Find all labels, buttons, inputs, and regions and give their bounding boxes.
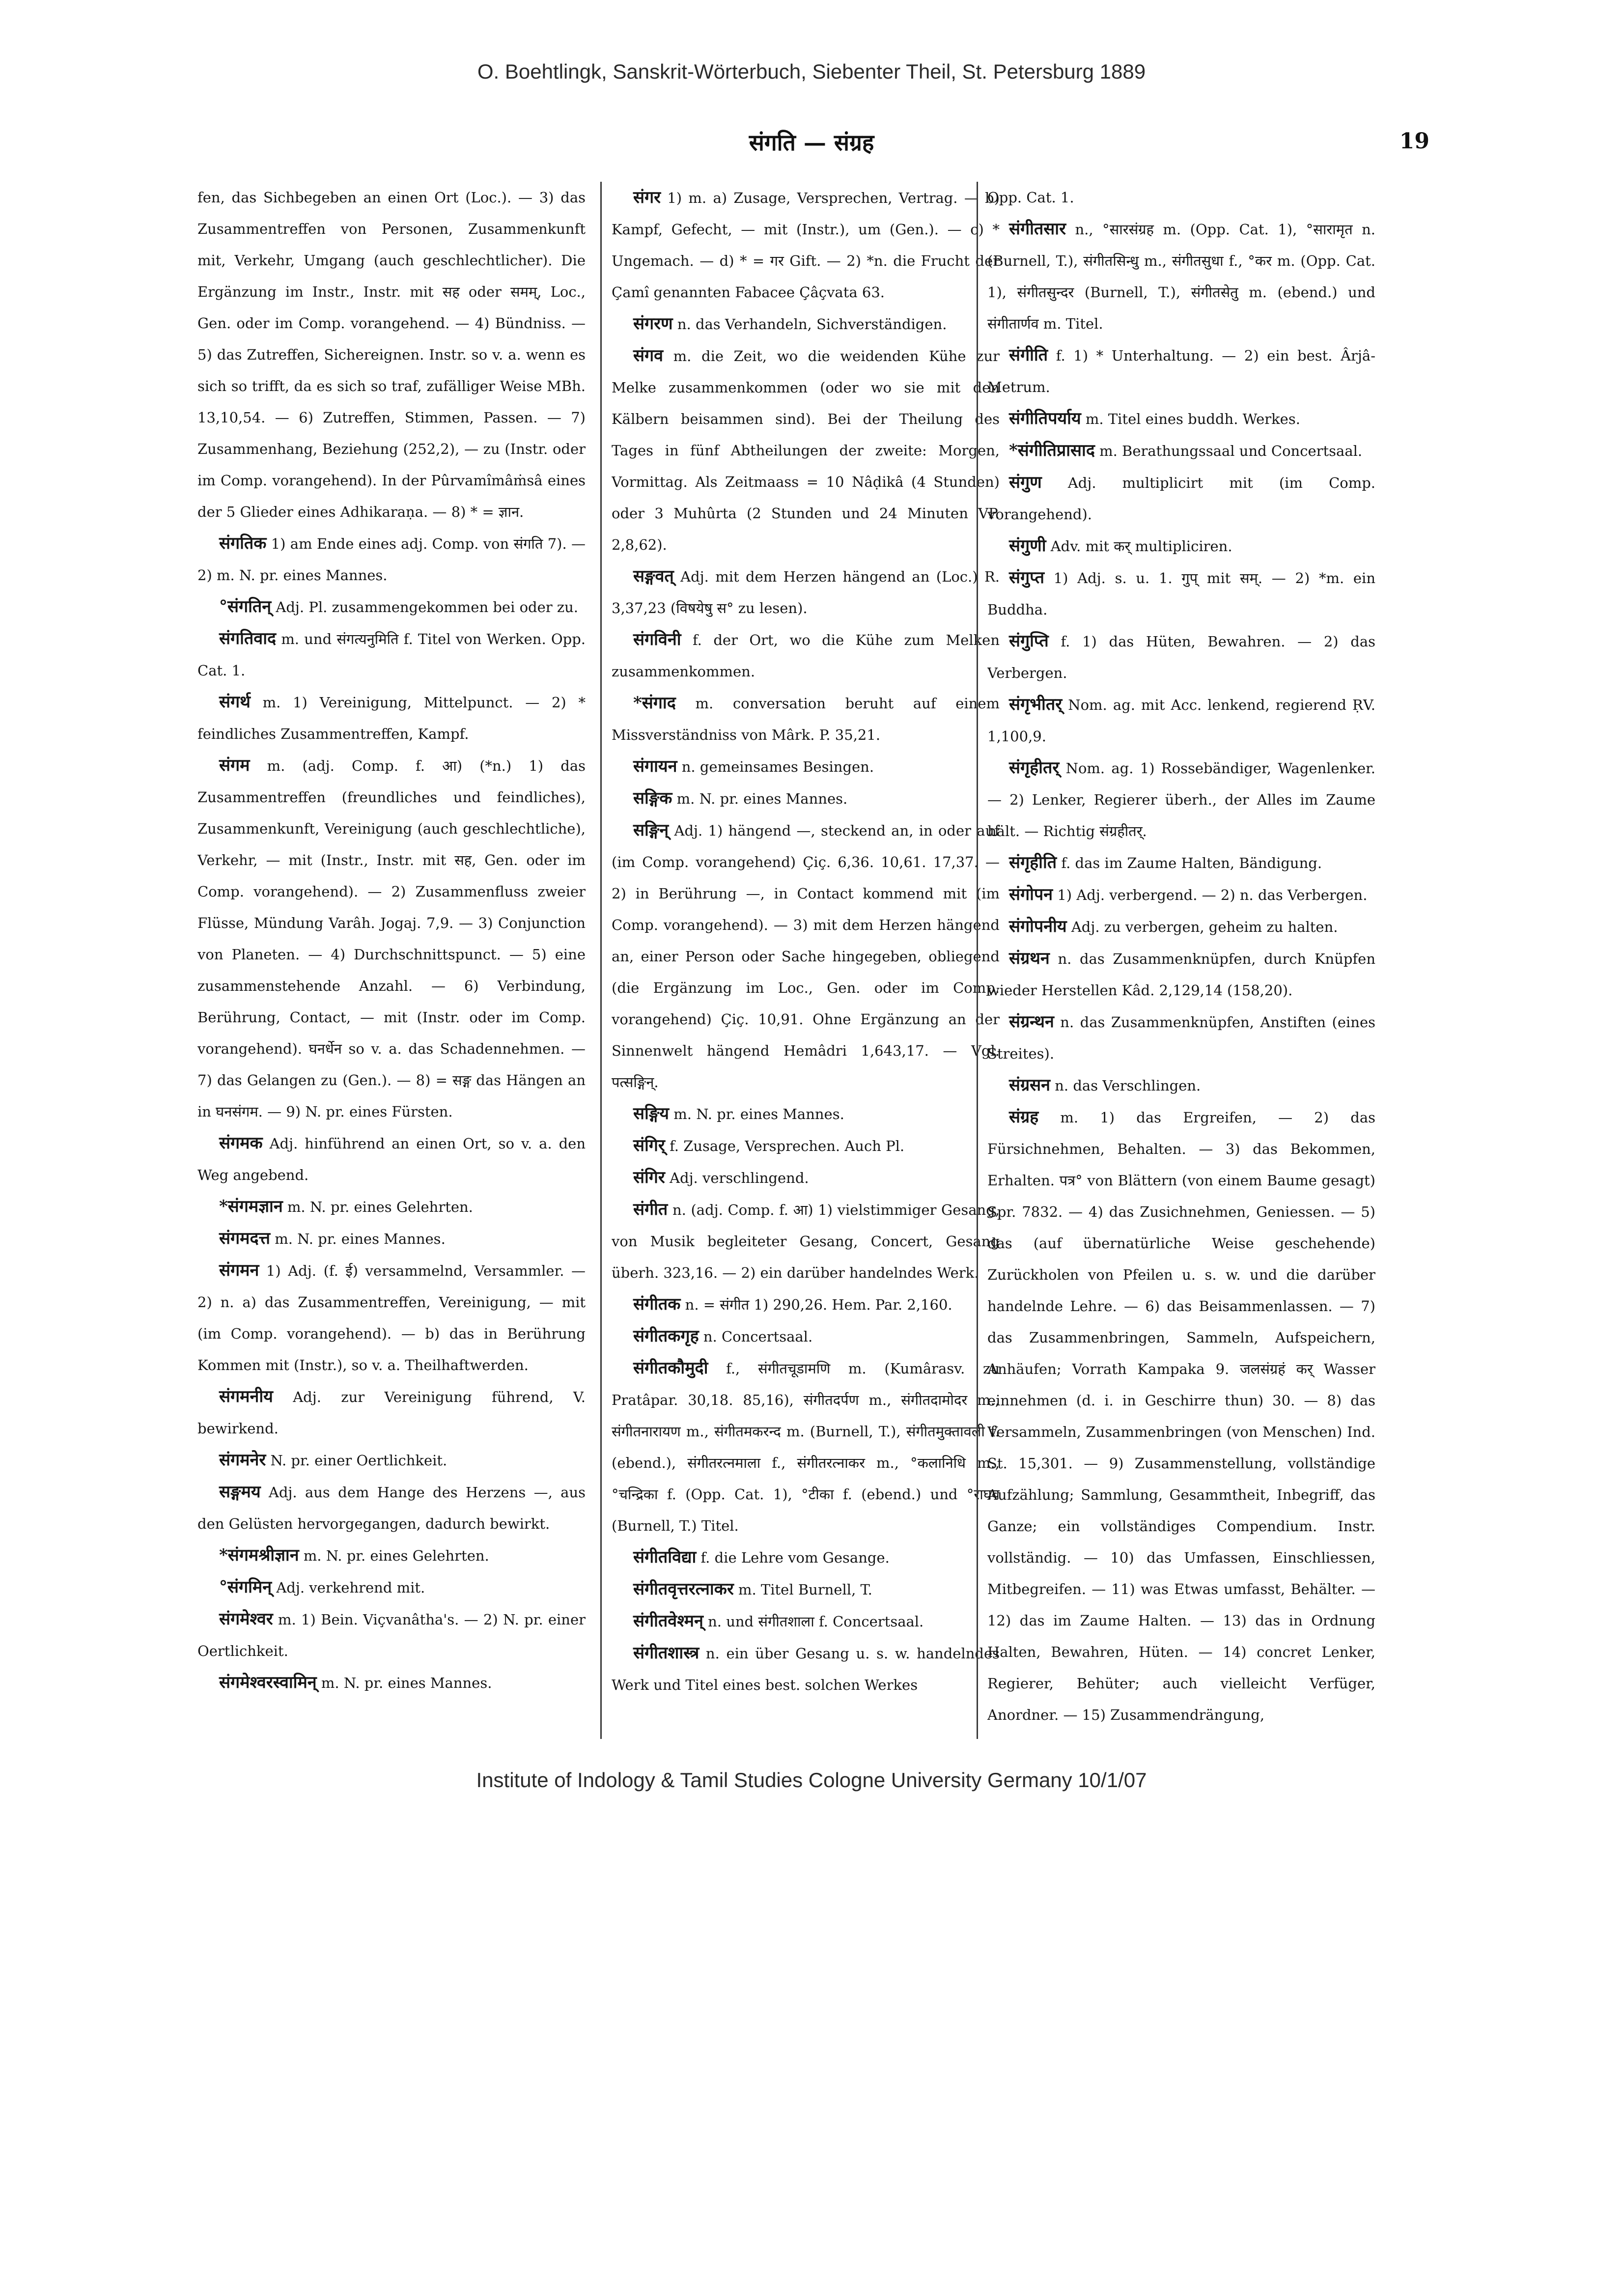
entry-headword: संगीतवृत्तरत्नाकर	[633, 1579, 734, 1599]
entry-headword: संगिर	[633, 1168, 665, 1187]
dictionary-entry	[987, 403, 1375, 435]
bottom-credit-line: Institute of Indology & Tamil Studies Cologne University Germany 10/1/07	[476, 1768, 1147, 1792]
entry-definition: n. und संगीतशाला f. Concertsaal.	[708, 1613, 924, 1630]
dictionary-entry	[987, 689, 1375, 752]
dictionary-entry	[612, 1352, 1000, 1541]
dictionary-entry	[612, 751, 1000, 783]
dictionary-entry	[612, 1605, 1000, 1637]
entry-headword: संगीतविद्या	[633, 1547, 697, 1567]
entry-headword: संगतिक	[219, 533, 267, 553]
entry-headword: संगुण	[1009, 473, 1042, 492]
dictionary-entry	[612, 1194, 1000, 1288]
entry-headword: संगृभीतर्	[1009, 695, 1063, 714]
dictionary-entry	[612, 1288, 1000, 1320]
entry-definition: n. ein über Gesang u. s. w. handelndes Werk und Titel eines best. solchen Werkes	[612, 1645, 1000, 1693]
dictionary-entry	[612, 560, 1000, 624]
dictionary-column-3	[987, 182, 1375, 1739]
entry-definition: f. 1) * Unterhaltung. — 2) ein best. Ârjâ-Metrum.	[987, 347, 1375, 395]
entry-definition: fen, das Sichbegeben an einen Ort (Loc.). — 3) das Zusammentreffen von Personen, Zusammenkunft mit, Verkehr, Umgang (auch geschlechtlicher). Die Ergänzung im Instr., Instr. mit सह oder समम्, Loc., Gen. oder im Comp. vorangehend. — 4) Bündniss. — 5) das Zutreffen, Sichereignen. Instr. so v. a. wenn es sich so trifft, da es sich so traf, zufälliger Weise MBh. 13,10,54. — 6) Zutreffen, Stimmen, Passen. — 7) Zusammenhang, Beziehung (252,2), — zu (Instr. oder im Comp. vorangehend). In der Pûrvamîmâṁsâ eines der 5 Glieder eines Adhikaraṇa. — 8) * = ज्ञान.	[197, 189, 586, 520]
entry-definition: Adj. Pl. zusammengekommen bei oder zu.	[276, 599, 579, 616]
dictionary-entry	[612, 340, 1000, 560]
entry-headword: सङ्गमय	[219, 1482, 261, 1502]
dictionary-entry	[197, 1571, 586, 1603]
entry-definition: Opp. Cat. 1.	[987, 189, 1074, 206]
entry-definition: m. 1) das Ergreifen, — 2) das Fürsichnehmen, Behalten. — 3) das Bekommen, Erhalten. पत्र° von Blättern (von einem Baume gesagt) Spr. 7832. — 4) das Zusichnehmen, Geniessen. — 5) das (auf übernatürliche Weise geschehende) Zurückholen von Pfeilen u. s. w. und die darüber handelnde Lehre. — 6) das Beisammenlassen. — 7) das Zusammenbringen, Sammeln, Aufspeichern, Anhäufen; Vorrath Kampaka 9. जलसंग्रहं कर् Wasser einnehmen (d. i. in Geschirre thun) 30. — 8) das Versammeln, Zusammenbringen (von Menschen) Ind. St. 15,301. — 9) Zusammenstellung, vollständige Aufzählung; Sammlung, Gesammtheit, Inbegriff, das Ganze; ein vollständiges Compendium. Instr. vollständig. — 10) das Umfassen, Einschliessen, Mitbegreifen. — 11) was Etwas umfasst, Behälter. — 12) das im Zaume Halten. — 13) das in Ordnung Halten, Bewahren, Hüten. — 14) concret Lenker, Regierer, Behüter; auch vielleicht Verfüger, Anordner. — 15) Zusammendrängung,	[987, 1109, 1375, 1723]
entry-headword: संगोपन	[1009, 885, 1053, 904]
entry-headword: संगुणी	[1009, 536, 1046, 556]
dictionary-entry	[197, 750, 586, 1127]
entry-definition: m. N. pr. eines Gelehrten.	[303, 1547, 489, 1564]
entry-headword: संगीतकगृह	[633, 1326, 699, 1346]
entry-definition: m. N. pr. eines Mannes.	[676, 790, 848, 807]
entry-definition: f. die Lehre vom Gesange.	[700, 1549, 890, 1566]
running-head: संगति — संग्रह	[749, 129, 874, 156]
dictionary-entry	[197, 686, 586, 750]
entry-definition: m. N. pr. eines Mannes.	[275, 1231, 446, 1247]
dictionary-entry	[612, 1130, 1000, 1162]
entry-definition: Adj. 1) hängend —, steckend an, in oder auf (im Comp. vorangehend) Çiç. 6,36. 10,61. 17,37. — 2) in Berührung —, in Contact kommend mit (im Comp. vorangehend). — 3) mit dem Herzen hängend an, einer Person oder Sache hingegeben, obliegend (die Ergänzung im Loc., Gen. oder im Comp. vorangehend) Çiç. 10,91. Ohne Ergänzung an der Sinnenwelt hängend Hemâdri 1,643,17. — Vgl. पत्सङ्गिन्.	[612, 822, 1000, 1091]
entry-definition: m. Titel eines buddh. Werkes.	[1085, 411, 1300, 427]
entry-definition: Adj. zur Vereinigung führend, V. bewirkend.	[197, 1389, 586, 1437]
entry-headword: संग्रन्थन	[1009, 1012, 1054, 1032]
entry-headword: संगीतवेश्मन्	[633, 1611, 703, 1631]
entry-headword: *संगाद	[633, 693, 676, 713]
column-divider	[600, 182, 602, 1739]
dictionary-column-1	[197, 182, 586, 1739]
entry-definition: f. Zusage, Versprechen. Auch Pl.	[670, 1138, 905, 1154]
entry-definition: 1) Adj. (f. ई) versammelnd, Versammler. — 2) n. a) das Zusammentreffen, Vereinigung, — mit (im Comp. vorangehend). — b) das in Berührung Kommen mit (Instr.), so v. a. Theilhaftwerden.	[197, 1262, 586, 1373]
entry-definition: 1) Adj. s. u. 1. गुप् mit सम्. — 2) *m. ein Buddha.	[987, 570, 1375, 618]
dictionary-entry	[987, 1101, 1375, 1731]
entry-definition: Adj. hinführend an einen Ort, so v. a. den Weg angebend.	[197, 1135, 586, 1183]
entry-definition: Adj. zu verbergen, geheim zu halten.	[1071, 919, 1338, 935]
entry-headword: सङ्गिक	[633, 788, 672, 808]
entry-definition: m. Titel Burnell, T.	[738, 1581, 872, 1598]
entry-headword: संगीतसार	[1009, 219, 1066, 239]
dictionary-entry	[197, 591, 586, 623]
entry-definition: m. N. pr. eines Mannes.	[673, 1106, 844, 1122]
dictionary-entry	[197, 1191, 586, 1223]
dictionary-entry	[197, 1540, 586, 1571]
dictionary-entry	[612, 1541, 1000, 1573]
entry-headword: संगविनी	[633, 630, 681, 649]
entry-headword: संगमेश्वर	[219, 1609, 273, 1629]
dictionary-entry	[612, 687, 1000, 751]
entry-definition: 1) m. a) Zusage, Versprechen, Vertrag. — b) Kampf, Gefecht, — mit (Instr.), um (Gen.). — c) * Ungemach. — d) * = गर Gift. — 2) *n. die Frucht der Çamî genannten Fabacee Çâçvata 63.	[612, 190, 1000, 301]
entry-headword: संगुप्त	[1009, 568, 1044, 588]
dictionary-entry	[612, 1573, 1000, 1605]
entry-definition: f. der Ort, wo die Kühe zum Melken zusammenkommen.	[612, 632, 1000, 680]
entry-headword: संगमदत्त	[219, 1229, 271, 1248]
entry-headword: संगमक	[219, 1133, 263, 1153]
entry-headword: संगमनीय	[219, 1387, 273, 1406]
dictionary-column-2	[612, 182, 1000, 1739]
entry-definition: n. Concertsaal.	[703, 1328, 813, 1345]
dictionary-entry	[612, 308, 1000, 340]
dictionary-entry	[987, 1006, 1375, 1069]
dictionary-entry	[197, 1667, 586, 1699]
entry-definition: m. Berathungssaal und Concertsaal.	[1099, 443, 1363, 459]
entry-headword: *संगमश्रीज्ञान	[219, 1545, 299, 1565]
entry-definition: n. gemeinsames Besingen.	[681, 758, 874, 775]
entry-headword: संगमेश्वरस्वामिन्	[219, 1673, 317, 1692]
dictionary-entry	[197, 1381, 586, 1444]
entry-definition: m. 1) Vereinigung, Mittelpunct. — 2) * feindliches Zusammentreffen, Kampf.	[197, 694, 586, 742]
entry-headword: संग्रह	[1009, 1107, 1039, 1127]
dictionary-entry	[987, 213, 1375, 339]
dictionary-entry	[197, 1223, 586, 1255]
dictionary-entry	[987, 182, 1375, 213]
entry-headword: संगिर्	[633, 1136, 665, 1155]
entry-definition: n., °सारसंग्रह m. (Opp. Cat. 1), °सारामृत n. (Burnell, T.), संगीतसिन्धु m., संगीतसुधा f., °कर m. (Opp. Cat. 1), संगीतसुन्दर (Burnell, T.), संगीतसेतु m. (ebend.) und संगीतार्णव m. Titel.	[987, 221, 1375, 332]
entry-headword: संगीतकौमुदी	[633, 1358, 708, 1378]
entry-headword: सङ्गवत्	[633, 566, 674, 586]
entry-definition: n. das Verschlingen.	[1055, 1077, 1201, 1094]
entry-definition: m. conversation beruht auf einem Missverständniss von Mârk. P. 35,21.	[612, 695, 1000, 743]
entry-definition: f. das im Zaume Halten, Bändigung.	[1061, 855, 1322, 871]
dictionary-entry	[197, 1476, 586, 1540]
dictionary-entry	[612, 624, 1000, 687]
dictionary-entry	[197, 623, 586, 686]
entry-headword: °संगमिन्	[219, 1577, 272, 1597]
entry-headword: संग्रसन	[1009, 1075, 1051, 1095]
entry-headword: संगर्थ	[219, 692, 251, 712]
entry-headword: संगर	[633, 188, 661, 207]
entry-headword: संगायन	[633, 756, 677, 776]
entry-definition: n. das Verhandeln, Sichverständigen.	[677, 316, 947, 333]
entry-headword: संगीतक	[633, 1294, 681, 1314]
entry-headword: संगतिवाद	[219, 629, 277, 648]
entry-headword: संगम	[219, 756, 250, 775]
entry-headword: सङ्गिन्	[633, 820, 669, 840]
entry-definition: n. das Zusammenknüpfen, durch Knüpfen wieder Herstellen Kâd. 2,129,14 (158,20).	[987, 951, 1375, 999]
entry-headword: सङ्गिय	[633, 1104, 670, 1123]
entry-definition: Adj. multiplicirt mit (im Comp. vorangehend).	[987, 475, 1375, 523]
entry-definition: m. und संगत्यनुमिति f. Titel von Werken. Opp. Cat. 1.	[197, 631, 586, 679]
dictionary-entry	[987, 879, 1375, 911]
entry-headword: संगीत	[633, 1200, 668, 1219]
dictionary-entry	[197, 1444, 586, 1476]
entry-headword: संगीतिपर्याय	[1009, 409, 1081, 428]
dictionary-entry	[987, 847, 1375, 879]
dictionary-entry	[612, 1162, 1000, 1194]
entry-definition: m. 1) Bein. Viçvanâtha's. — 2) N. pr. einer Oertlichkeit.	[197, 1611, 586, 1659]
entry-headword: संगीतशास्त्र	[633, 1643, 700, 1663]
dictionary-entry	[987, 562, 1375, 625]
entry-definition: Nom. ag. 1) Rossebändiger, Wagenlenker. — 2) Lenker, Regierer überh., der Alles im Zaume hält. — Richtig संग्रहीतर्.	[987, 760, 1375, 840]
entry-definition: Nom. ag. mit Acc. lenkend, regierend ṚV. 1,100,9.	[987, 697, 1375, 745]
entry-definition: n. (adj. Comp. f. आ) 1) vielstimmiger Gesang, von Musik begleiteter Gesang, Concert, Gesang überh. 323,16. — 2) ein darüber handelndes Werk.	[612, 1202, 1000, 1281]
dictionary-entry	[987, 467, 1375, 530]
entry-headword: संगीति	[1009, 345, 1048, 365]
dictionary-entry	[612, 1637, 1000, 1701]
column-divider	[977, 182, 978, 1739]
dictionary-entry	[197, 1603, 586, 1667]
entry-headword: संगव	[633, 346, 664, 365]
entry-definition: 1) Adj. verbergend. — 2) n. das Verbergen.	[1057, 887, 1368, 903]
entry-headword: संगरण	[633, 314, 673, 334]
dictionary-entry	[987, 752, 1375, 847]
entry-definition: f., संगीतचूडामणि m. (Kumârasv. zu Pratâpar. 30,18. 85,16), संगीतदर्पण m., संगीतदामोदर m., संगीतनारायण m., संगीतमकरन्द m. (Burnell, T.), संगीतमुक्तावली f. (ebend.), संगीतरत्नमाला f., संगीतरत्नाकर m., °कलानिधि m., °चन्द्रिका f. (Opp. Cat. 1), °टीका f. (ebend.) und °राघव (Burnell, T.) Titel.	[612, 1360, 1000, 1534]
dictionary-entry	[612, 182, 1000, 308]
entry-headword: संग्रथन	[1009, 949, 1050, 968]
dictionary-entry	[197, 528, 586, 591]
dictionary-entry	[197, 1127, 586, 1191]
entry-headword: संगुप्ति	[1009, 631, 1049, 651]
entry-headword: संगमनेर	[219, 1450, 266, 1470]
page-number: 19	[1399, 129, 1429, 154]
dictionary-entry	[197, 182, 586, 528]
dictionary-entry	[987, 1069, 1375, 1101]
entry-definition: Adj. verschlingend.	[670, 1170, 809, 1186]
entry-definition: 1) am Ende eines adj. Comp. von संगति 7). — 2) m. N. pr. eines Mannes.	[197, 535, 586, 584]
entry-headword: संगोपनीय	[1009, 917, 1067, 936]
entry-headword: *संगमज्ञान	[219, 1197, 283, 1216]
dictionary-entry	[987, 530, 1375, 562]
entry-definition: n. = संगीत 1) 290,26. Hem. Par. 2,160.	[685, 1296, 952, 1313]
entry-definition: m. (adj. Comp. f. आ) (*n.) 1) das Zusammentreffen (freundliches und feindliches), Zusammenkunft, Vereinigung (auch geschlechtliche), Verkehr, — mit (Instr., Instr. mit सह, Gen. oder im Comp. vorangehend). — 2) Zusammenfluss zweier Flüsse, Mündung Varâh. Jogaj. 7,9. — 3) Conjunction von Planeten. — 4) Durchschnittspunct. — 5) eine zusammenstehende Anzahl. — 6) Verbindung, Berührung, Contact, — mit (Instr. oder im Comp. vorangehend). घनर्धेन so v. a. das Schadennehmen. — 7) das Gelangen zu (Gen.). — 8) = सङ्ग das Hängen an in घनसंगम. — 9) N. pr. eines Fürsten.	[197, 757, 586, 1120]
entry-headword: °संगतिन्	[219, 597, 272, 616]
entry-definition: n. das Zusammenknüpfen, Anstiften (eines Streites).	[987, 1014, 1375, 1062]
entry-definition: N. pr. einer Oertlichkeit.	[270, 1452, 448, 1469]
dictionary-entry	[612, 783, 1000, 814]
entry-headword: *संगीतिप्रासाद	[1009, 441, 1095, 460]
top-credit-line: O. Boehtlingk, Sanskrit-Wörterbuch, Siebenter Theil, St. Petersburg 1889	[477, 60, 1146, 83]
entry-definition: Adv. mit कर् multipliciren.	[1050, 538, 1232, 555]
entry-headword: संगृहीतर्	[1009, 758, 1060, 778]
entry-definition: m. N. pr. eines Gelehrten.	[287, 1199, 473, 1215]
dictionary-entry	[987, 435, 1375, 467]
entry-definition: f. 1) das Hüten, Bewahren. — 2) das Verbergen.	[987, 633, 1375, 681]
dictionary-entry	[612, 1098, 1000, 1130]
dictionary-entry	[197, 1255, 586, 1381]
entry-headword: संगमन	[219, 1260, 259, 1280]
entry-definition: m. N. pr. eines Mannes.	[321, 1675, 492, 1691]
entry-headword: संगृहीति	[1009, 853, 1057, 872]
dictionary-entry	[987, 911, 1375, 943]
entry-definition: Adj. aus dem Hange des Herzens —, aus den Gelüsten hervorgegangen, dadurch bewirkt.	[197, 1484, 586, 1532]
dictionary-entry	[987, 625, 1375, 689]
entry-definition: Adj. verkehrend mit.	[276, 1579, 425, 1596]
dictionary-entry	[612, 1320, 1000, 1352]
entry-definition: m. die Zeit, wo die weidenden Kühe zur Melke zusammenkommen (oder wo sie mit den Kälbern beisammen sind). Bei der Theilung des Tages in fünf Abtheilungen der zweite: Morgen, Vormittag. Als Zeitmaass = 10 Nâḍikâ (4 Stunden) oder 3 Muhûrta (2 Stunden und 24 Minuten VP. 2,8,62).	[612, 348, 1000, 553]
dictionary-entry	[612, 814, 1000, 1098]
entry-definition: Adj. mit dem Herzen hängend an (Loc.) R. 3,37,23 (विषयेषु स° zu lesen).	[612, 568, 1000, 616]
dictionary-entry	[987, 943, 1375, 1006]
dictionary-entry	[987, 339, 1375, 403]
